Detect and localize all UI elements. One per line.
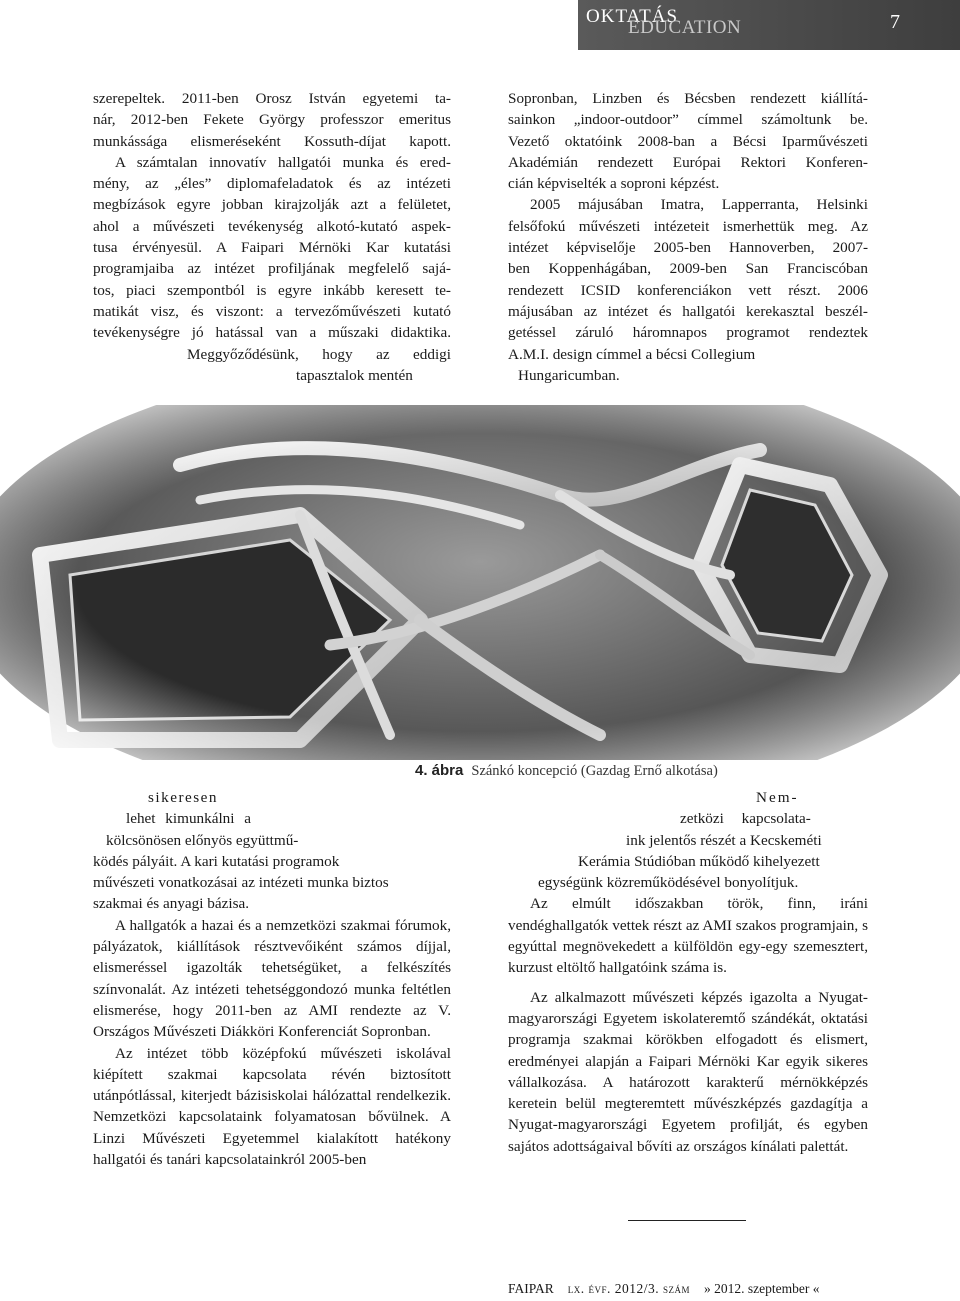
text-line: ahol a művészeti tevékenység alkotó-kutató aspek- bbox=[93, 217, 451, 235]
text-line: ködés pályáit. A kari kutatási programok bbox=[93, 852, 340, 870]
text-line: ink jelentős részét a Kecskeméti bbox=[626, 831, 822, 849]
text-line: Nem- bbox=[756, 789, 799, 806]
section-title: OKTATÁS bbox=[586, 6, 679, 27]
text-line: ben Koppenhágában, 2009-ben San Franciscóban bbox=[508, 260, 868, 278]
volume-info: lx. évf. 2012/3. szám bbox=[567, 1281, 691, 1296]
issue-date: » 2012. szeptember « bbox=[704, 1281, 820, 1296]
footer bbox=[508, 1281, 834, 1297]
text-line: tusa érvényesül. A Faipari Mérnöki Kar kutatási bbox=[93, 239, 451, 257]
section-title-english: EDUCATION bbox=[628, 17, 742, 38]
paragraph: Az elmúlt időszakban török, finn, iráni vendéghallgatók vettek részt az AMI szakos programjain, s egyúttal megnövekedett a külföldön egy-egy szemesztert, kurzust eltöltő hallgatóink száma is. bbox=[508, 895, 868, 977]
text-line: Sopronban, Linzben és Bécsben rendezett kiállítá- bbox=[508, 90, 868, 107]
text-line: zetközi kapcsolata- bbox=[680, 810, 811, 828]
figure-caption bbox=[415, 762, 718, 780]
sled-concept-photo bbox=[0, 405, 960, 760]
text-line: Kerámia Stúdióban működő kihelyezett bbox=[578, 852, 820, 870]
text-line: munkássága elismeréseként Kossuth-díjat kapott. bbox=[93, 132, 451, 150]
text-line: intézet képviselője 2005-ben Hannoverben, 2007- bbox=[508, 239, 868, 257]
end-rule bbox=[628, 1220, 746, 1221]
figure-label: 4. ábra bbox=[415, 762, 464, 779]
text-line: Meggyőződésünk, hogy az eddigi bbox=[187, 345, 451, 363]
left-column-top bbox=[93, 88, 451, 386]
text-line: májusában az intézet és hallgatói kerekasztal beszél- bbox=[508, 302, 868, 320]
text-line: nár, 2012-ben Fekete György professzor emeritus bbox=[93, 111, 451, 129]
text-line: getéssel záruló háromnapos programot rendeztek bbox=[508, 324, 868, 342]
text-line: tevékenységre jó hatással van a műszaki didaktika. bbox=[93, 324, 451, 342]
text-line: egységünk közreműködésével bonyolítjuk. bbox=[538, 874, 799, 892]
right-column-top bbox=[508, 88, 868, 386]
text-line: szakmai és anyagi bázisa. bbox=[93, 895, 250, 913]
journal-name: FAIPAR bbox=[508, 1281, 554, 1296]
text-line: sikeresen bbox=[148, 789, 219, 806]
text-line: szerepeltek. 2011-ben Orosz István egyetemi ta- bbox=[93, 90, 451, 107]
text-line: felsőfokú művészeti intézeteit ismerhettük meg. Az bbox=[508, 217, 868, 235]
text-line: sainkon „indoor-outdoor” címmel számoltunk be. bbox=[508, 111, 868, 129]
text-line: 2005 májusában Imatra, Lapperranta, Helsinki bbox=[530, 196, 868, 214]
paragraph: A hallgatók a hazai és a nemzetközi szakmai fórumok, pályázatok, kiállítások résztvevőiként számos díjjal, elismeréssel igazolták tehetségüket, a felkészítés színvonalát. Az intézeti tehetséggondozó munka feltétlen elismerése, hogy 2011-ben az AMI rendezte az V. Országos Művészeti Diákköri Konferenciát Sopronban. bbox=[93, 916, 451, 1041]
text-line: A számtalan innovatív hallgatói munka és ered- bbox=[115, 153, 451, 171]
paragraph: Az intézet több középfokú művészeti iskolával kiépített szakmai kapcsolata révén biztosított utánpótlással, kiterjedt bázisiskolai hálózattal rendelkezik. Nemzetközi kapcsolataink folyamatosan bővülnek. A Linzi Művészeti Egyetemmel kialakított hatékony hallgatói és tanári kapcsolatainkról 2005-ben bbox=[93, 1044, 451, 1169]
right-column-bottom bbox=[508, 787, 868, 1157]
text-line: rendezett ICSID konferenciákon vett részt. 2006 bbox=[508, 281, 868, 299]
text-line: megbízások egyre jobban kirajzolják azt a felületet, bbox=[93, 196, 451, 214]
text-line: tapasztalok mentén bbox=[296, 366, 413, 384]
figure-caption-text: Szánkó koncepció (Gazdag Ernő alkotása) bbox=[471, 763, 718, 779]
page-number: 7 bbox=[890, 11, 900, 33]
text-line: mény, az „éles” diplomafeladatok és az intézeti bbox=[93, 175, 451, 193]
left-column-bottom bbox=[93, 787, 451, 1170]
text-line: művészeti vonatkozásai az intézeti munka biztos bbox=[93, 874, 389, 892]
text-line: kölcsönösen előnyös együttmű- bbox=[106, 831, 299, 849]
text-line: programjaiba az intézet profiljának megfelelő sajá- bbox=[93, 260, 451, 278]
text-line: tos, piaci szempontból is egyre inkább keresett te- bbox=[93, 281, 451, 299]
text-line: A.M.I. design címmel a bécsi Collegium bbox=[508, 345, 756, 363]
text-line: Akadémián rendezett Európai Rektori Konferen- bbox=[508, 153, 868, 171]
paragraph: Az alkalmazott művészeti képzés igazolta a Nyugat-magyarországi Egyetem iskolateremtő szándékát, oktatási programja szakmai körökben elfogadott és elismert, eredményei alapján a Faipari Mérnöki Kar egyik sikeres vállalkozása. A határozott karakterű mérnökképzés keretein belül megteremtett művészképzés gazdagítja a Nyugat-magyarországi Egyetem profilját, és egyben sajátos adottságaival bővíti az országos kínálati palettát. bbox=[508, 988, 868, 1155]
text-line: matikát visz, és viszont: a tervezőművészeti kutató bbox=[93, 302, 451, 320]
text-line: lehet kimunkálni a bbox=[126, 810, 252, 828]
text-line: Hungaricumban. bbox=[518, 366, 620, 384]
text-line: cián képviselték a soproni képzést. bbox=[508, 175, 720, 193]
text-line: Vezető oktatóink 2008-ban a Bécsi Iparművészeti bbox=[508, 132, 868, 150]
